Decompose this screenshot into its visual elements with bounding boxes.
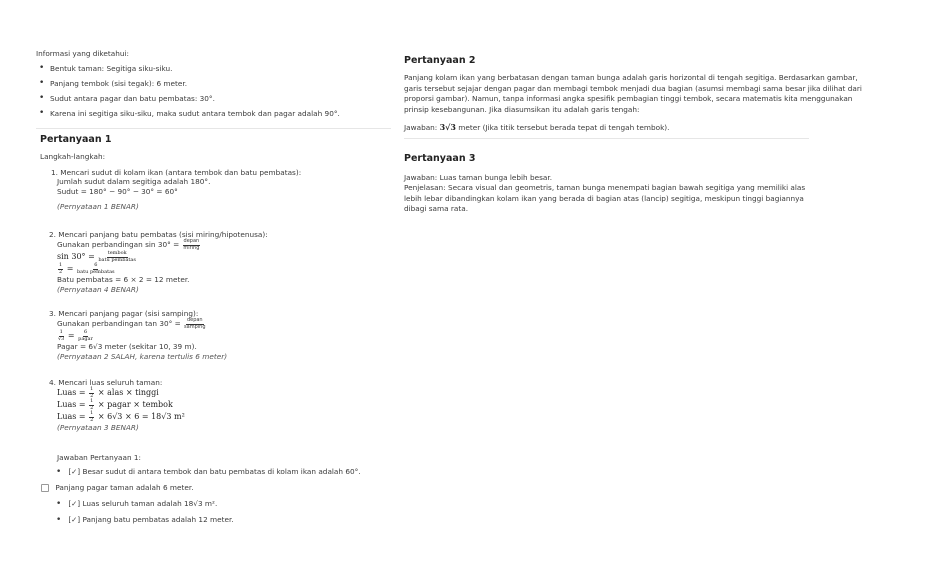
step-4: [49, 378, 379, 433]
bullet: •: [56, 499, 62, 509]
step-2: [49, 230, 379, 295]
fraction-num: 1: [90, 386, 94, 392]
fraction-num: 1: [59, 329, 63, 335]
equation-rhs: × pagar × tembok: [97, 400, 173, 409]
fraction-den: 2: [59, 268, 63, 275]
answer-value: 3√3: [439, 122, 456, 132]
fraction: [58, 263, 63, 275]
step-4-line2: [57, 399, 379, 411]
step-2-eq2: $\frac{1}{2}$ = $\frac{6}{\text{batu pembatas}}$: [59, 262, 115, 275]
fraction-den: batu pembatas: [76, 268, 115, 275]
answer-list: [56, 467, 386, 531]
info-list: [36, 64, 366, 124]
step-3-text: Gunakan perbandingan tan 30° =: [57, 319, 181, 328]
q3-explanation: Penjelasan: Secara visual dan geometris, taman bunga menempati bagian bawah segitiga yang memiliki alas lebih lebar dibandingkan kolam ikan yang berada di bagian atas (lancip) segitiga, meskipun tinggi bagiannya dibagi sama rata.: [404, 183, 806, 213]
equation-rhs: × 6√3 × 6 = 18√3 m²: [97, 412, 185, 421]
step-2-eq1: [57, 251, 379, 263]
step-1: [51, 168, 381, 212]
step-4-line3: [57, 411, 379, 423]
step-3-eq: $\frac{1}{√3}$ = $\frac{6}{\text{pagar}}$: [58, 329, 93, 342]
answer-item: [56, 515, 386, 531]
fraction-num: 6: [94, 262, 98, 268]
fraction: [183, 239, 201, 251]
step-3: [49, 309, 379, 362]
q3-answer: Jawaban: Luas taman bunga lebih besar.: [404, 173, 553, 182]
list-item: • Sudut antara pagar dan batu pembatas: 30°.: [36, 94, 366, 109]
fraction: [184, 318, 205, 330]
fraction-den: 2: [90, 404, 94, 411]
check-mark-icon: [✓]: [68, 515, 81, 524]
fraction-den: miring: [183, 244, 200, 251]
checkbox-icon[interactable]: [41, 484, 49, 492]
fraction-num: tembok: [107, 250, 127, 256]
check-mark-icon: [✓]: [68, 499, 81, 508]
answer-text: Panjang batu pembatas adalah 12 meter.: [82, 515, 234, 524]
fraction: [78, 330, 93, 342]
answer-text: Luas seluruh taman adalah 18√3 m².: [82, 499, 218, 508]
equation-rhs: × alas × tinggi: [97, 388, 159, 397]
fraction-num: 1: [59, 262, 63, 268]
fraction-num: depan: [183, 238, 200, 244]
fraction-num: 1: [90, 398, 94, 404]
step-2-text: Gunakan perbandingan sin 30° =: [57, 240, 180, 249]
fraction-den: 2: [90, 392, 94, 399]
fraction-den: √3: [58, 335, 65, 342]
check-mark-icon: [✓]: [68, 467, 81, 476]
step-1-line2: Sudut = 180° − 90° − 30° = 60°: [57, 187, 178, 196]
step-4-line1: [57, 387, 379, 399]
answer-item: [56, 499, 386, 515]
fraction: [89, 411, 94, 423]
step-2-line2: Batu pembatas = 6 × 2 = 12 meter.: [57, 275, 190, 284]
step-2-note: (Pernyataan 4 BENAR): [57, 285, 139, 294]
list-item: • Panjang tembok (sisi tegak): 6 meter.: [36, 79, 366, 94]
step-3-line2: Pagar = 6√3 meter (sekitar 10, 39 m).: [57, 342, 197, 351]
q1-title: Pertanyaan 1: [40, 134, 112, 145]
bullet: •: [56, 515, 62, 525]
list-item: • Bentuk taman: Segitiga siku-siku.: [36, 64, 366, 79]
info-heading: Informasi yang diketahui:: [36, 49, 129, 58]
answer-rest: meter (Jika titik tersebut berada tepat di tengah tembok).: [458, 123, 670, 132]
answer-text: Besar sudut di antara tembok dan batu pembatas di kolam ikan adalah 60°.: [82, 467, 361, 476]
equation-lhs: Luas =: [57, 400, 86, 409]
step-3-title: 3. Mencari panjang pagar (sisi samping):: [49, 309, 199, 318]
steps-label: Langkah-langkah:: [40, 152, 106, 161]
step-1-title: 1. Mencari sudut di kolam ikan (antara tembok dan batu pembatas):: [51, 168, 302, 177]
step-4-note: (Pernyataan 3 BENAR): [57, 423, 139, 432]
step-1-line1: Jumlah sudut dalam segitiga adalah 180°.: [57, 177, 211, 186]
q2-title: Pertanyaan 2: [404, 55, 476, 66]
fraction-den: 2: [90, 416, 94, 423]
step-4-title: 4. Mencari luas seluruh taman:: [49, 378, 163, 387]
fraction: [58, 330, 64, 342]
fraction: [98, 251, 136, 263]
fraction: [77, 263, 115, 275]
q3-title: Pertanyaan 3: [404, 153, 476, 164]
equation-lhs: sin 30° =: [57, 252, 95, 261]
fraction-num: depan: [186, 317, 203, 323]
step-2-title: 2. Mencari panjang batu pembatas (sisi miring/hipotenusa):: [49, 230, 268, 239]
answer-item: [41, 483, 386, 499]
fraction-den: samping: [184, 323, 206, 330]
divider: [404, 138, 809, 139]
step-1-note: (Pernyataan 1 BENAR): [57, 202, 139, 211]
bullet: •: [56, 467, 62, 477]
divider: [36, 128, 391, 129]
fraction-den: pagar: [78, 335, 93, 342]
answer-item: [56, 467, 386, 483]
equation-lhs: Luas =: [57, 388, 86, 397]
answer-text: Panjang pagar taman adalah 6 meter.: [55, 483, 194, 492]
fraction-num: 1: [90, 410, 94, 416]
answer-label: Jawaban:: [404, 123, 438, 132]
q2-paragraph: Panjang kolam ikan yang berbatasan dengan taman bunga adalah garis horizontal di tengah segitiga. Berdasarkan gambar, garis tersebut sejajar dengan pagar dan membagi tembok menjadi dua bagian (asumsi membagi sama besar jika dilihat dari proporsi gambar). Namun, tanpa informasi angka spesifik pembagian tinggi tembok, secara matematis kita menggunakan prinsip kesebangunan. Jika diasumsikan itu adalah garis tengah:: [404, 73, 862, 114]
fraction-den: batu pembatas: [98, 256, 136, 263]
list-item: • Karena ini segitiga siku-siku, maka sudut antara tembok dan pagar adalah 90°.: [36, 109, 366, 124]
equation-lhs: Luas =: [57, 412, 86, 421]
step-3-note: (Pernyataan 2 SALAH, karena tertulis 6 meter): [57, 352, 228, 361]
fraction-num: 6: [83, 329, 88, 335]
step-2-line1: [57, 239, 379, 251]
step-3-line1: [57, 318, 379, 330]
q2-answer: [404, 122, 874, 133]
answer-heading: Jawaban Pertanyaan 1:: [57, 453, 142, 462]
